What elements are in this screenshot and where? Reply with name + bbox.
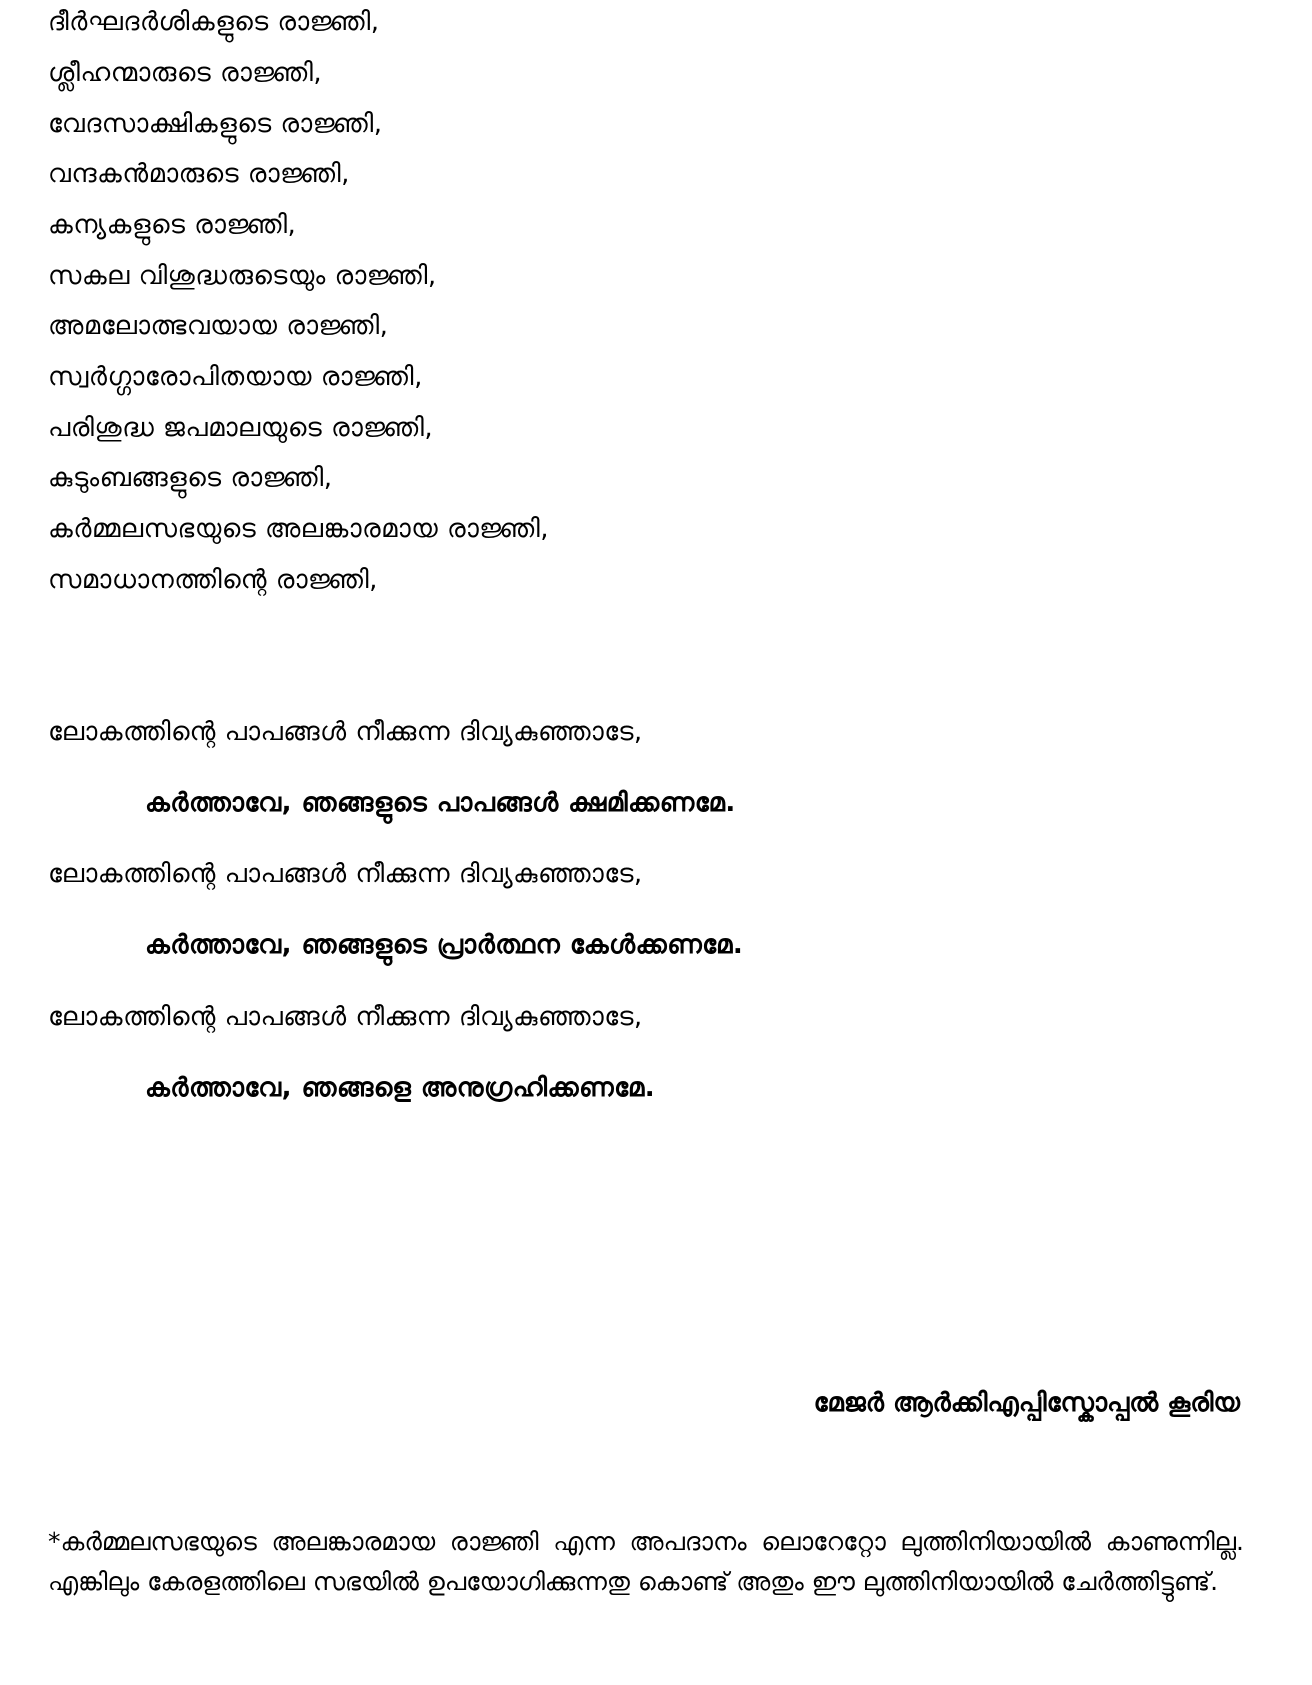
litany-line: വന്ദകൻമാരുടെ രാജ്ഞി, — [48, 159, 350, 189]
agnus-dei-response: കർത്താവേ, ഞങ്ങളെ അനുഗ്രഹിക്കണമേ. — [145, 1073, 656, 1103]
litany-line: വേദസാക്ഷികളുടെ രാജ്ഞി, — [48, 109, 383, 139]
footnote: *കർമ്മലസഭയുടെ അലങ്കാരമായ രാജ്ഞി എന്ന അപദാനം ലൊറേറ്റോ ലുത്തിനിയായിൽ കാണുന്നില്ല. എങ്കിലും കേരളത്തിലെ സഭയിൽ ഉപയോഗിക്കുന്നതു കൊണ്ട് അതും ഈ ലുത്തിനിയായിൽ ചേർത്തിട്ടുണ്ട്. — [48, 1527, 1244, 1596]
signature: മേജർ ആർക്കിഎപ്പിസ്കോപ്പൽ കൂരിയ — [813, 1388, 1240, 1418]
agnus-dei-call: ലോകത്തിന്റെ പാപങ്ങൾ നീക്കുന്ന ദിവ്യകുഞ്ഞാടേ, — [48, 717, 643, 747]
litany-line: കുടുംബങ്ങളുടെ രാജ്ഞി, — [48, 463, 333, 493]
litany-line: സമാധാനത്തിന്റെ രാജ്ഞി, — [48, 565, 378, 595]
agnus-dei-call: ലോകത്തിന്റെ പാപങ്ങൾ നീക്കുന്ന ദിവ്യകുഞ്ഞാടേ, — [48, 1002, 643, 1032]
agnus-dei-call: ലോകത്തിന്റെ പാപങ്ങൾ നീക്കുന്ന ദിവ്യകുഞ്ഞാടേ, — [48, 859, 643, 889]
litany-line: സ്വർഗ്ഗാരോപിതയായ രാജ്ഞി, — [48, 362, 423, 392]
litany-line: കർമ്മലസഭയുടെ അലങ്കാരമായ രാജ്ഞി, — [48, 514, 550, 544]
litany-line: അമലോത്ഭവയായ രാജ്ഞി, — [48, 311, 389, 341]
litany-line: ദീർഘദർശികളുടെ രാജ്ഞി, — [48, 7, 380, 37]
litany-line: പരിശുദ്ധ ജപമാലയുടെ രാജ്ഞി, — [48, 413, 434, 443]
litany-line: ശ്ലീഹന്മാരുടെ രാജ്ഞി, — [48, 58, 323, 88]
agnus-dei-response: കർത്താവേ, ഞങ്ങളുടെ പാപങ്ങൾ ക്ഷമിക്കണമേ. — [145, 788, 736, 818]
litany-line: കന്യകളുടെ രാജ്ഞി, — [48, 210, 297, 240]
agnus-dei-response: കർത്താവേ, ഞങ്ങളുടെ പ്രാർത്ഥന കേൾക്കണമേ. — [145, 930, 744, 960]
litany-line: സകല വിശുദ്ധരുടെയും രാജ്ഞി, — [48, 261, 437, 291]
